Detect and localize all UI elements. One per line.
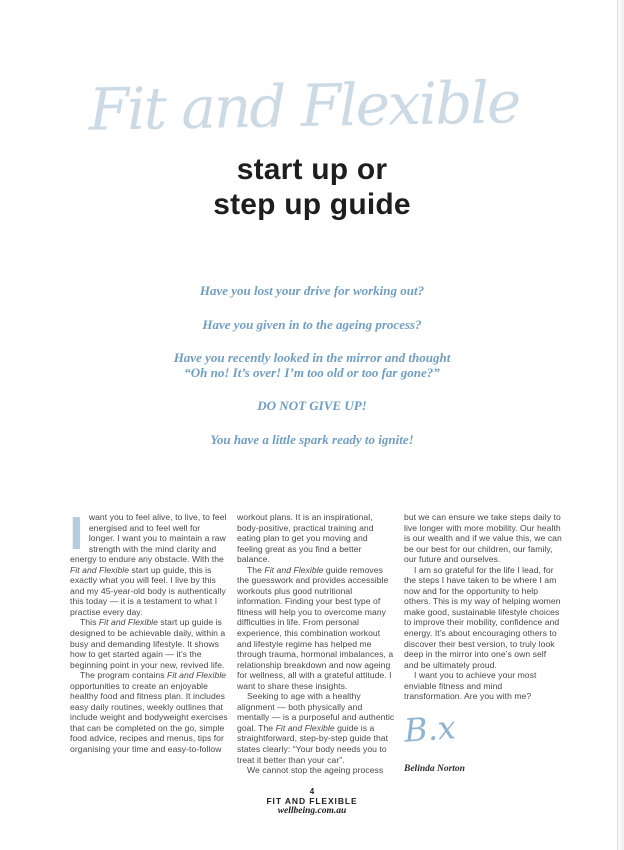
- publication-name: FIT AND FLEXIBLE: [266, 796, 358, 806]
- question-4: [0, 399, 624, 414]
- body-paragraph: The Fit and Flexible guide removes the guesswork and provides accessible workouts plus good nutritional information. Finding your best type of fitness will help you to overcome many difficulties in life. From personal experience, this combination workout and lifestyle regime has helped me through trauma, hormonal imbalances, a relationship breakdown and now ageing for wellness, all with a grateful attitude. I want to share these insights.: [237, 564, 394, 691]
- question-1: [0, 284, 624, 299]
- question-2: [0, 318, 624, 333]
- body-paragraph: I want you to achieve your most enviable fitness and mind transformation. Are you with me?: [404, 670, 537, 702]
- body-paragraph: but we can ensure we take steps daily to live longer with more mobility. Our health is our wealth and if we value this, we can be our best for our children, our family, our future and ourselves.: [404, 512, 562, 565]
- page-subtitle: [0, 152, 624, 222]
- body-paragraph: Seeking to age with a healthy alignment — both physically and mentally — is a purposeful and authentic goal. The Fit and Flexible guide is a straightforward, step-by-step guide that states clearly: “Your body needs you to treat it better than your car”.: [237, 691, 395, 765]
- question-line: Have you recently looked in the mirror and thought: [173, 350, 451, 365]
- body-paragraph: The program contains Fit and Flexible opportunities to create an enjoyable healthy food and fitness plan. It includes easy daily routines, weekly outlines that include weight and bodyweight exercises that can be completed on the go, simple food advice, recipes and menus, tips for organising your time and easy-to-follow: [70, 670, 228, 755]
- body-paragraph: We cannot stop the ageing process: [247, 765, 384, 776]
- signature-block: [404, 710, 564, 774]
- questions-block: [0, 284, 624, 466]
- page-edge-shadow: [617, 0, 624, 850]
- page-number: 4: [309, 787, 315, 796]
- body-paragraph: This Fit and Flexible start up guide is designed to be achievable daily, within a busy and demanding lifestyle. It shows how to get started again — it’s the beginning point in your new, revived life.: [70, 617, 226, 670]
- question-5: [0, 433, 624, 448]
- drop-cap: I: [69, 507, 84, 559]
- body-paragraph: workout plans. It is an inspirational, body-positive, practical training and eating plan to get you moving and feeling great as you find a better balance.: [237, 512, 374, 565]
- website-url: wellbeing.com.au: [277, 806, 347, 816]
- question-line: You have a little spark ready to ignite!: [210, 431, 414, 447]
- author-name: Belinda Norton: [404, 764, 465, 774]
- question-line: Have you lost your drive for working out?: [199, 283, 425, 298]
- handwritten-signature: B.x: [402, 708, 457, 750]
- subtitle-line-2: step up guide: [213, 188, 411, 221]
- question-line: Have you given in to the ageing process?: [202, 316, 422, 332]
- question-line: DO NOT GIVE UP!: [257, 398, 367, 413]
- body-paragraph: Iwant you to feel alive, to live, to feel energised and to feel well for longer. I want you to maintain a raw strength with the mind clarity and energy to endure any obstacle. With the Fit and Flexible start up guide, this is exactly what you will feel. I live by this and my 45-year-old body is authentically this today — it is a testament to what I practise every day.: [69, 507, 227, 617]
- body-paragraph: I am so grateful for the life I lead, for the steps I have taken to be where I am now and for the opportunity to help others. This is my way of helping women make good, sustainable lifestyle choices to improve their mobility, confidence and energy. It’s about encouraging others to discover their best version, to truly look deep in the mirror into one’s own self and be ultimately proud.: [404, 564, 561, 670]
- page-footer: [0, 787, 624, 817]
- page-title-script: Fit and Flexible: [88, 68, 520, 144]
- article-column-2: [237, 512, 395, 776]
- question-line: “Oh no! It’s over! I’m too old or too far gone?”: [184, 364, 440, 380]
- article-column-1: [69, 507, 228, 776]
- subtitle-line-1: start up or: [236, 153, 388, 186]
- question-3: [0, 351, 624, 380]
